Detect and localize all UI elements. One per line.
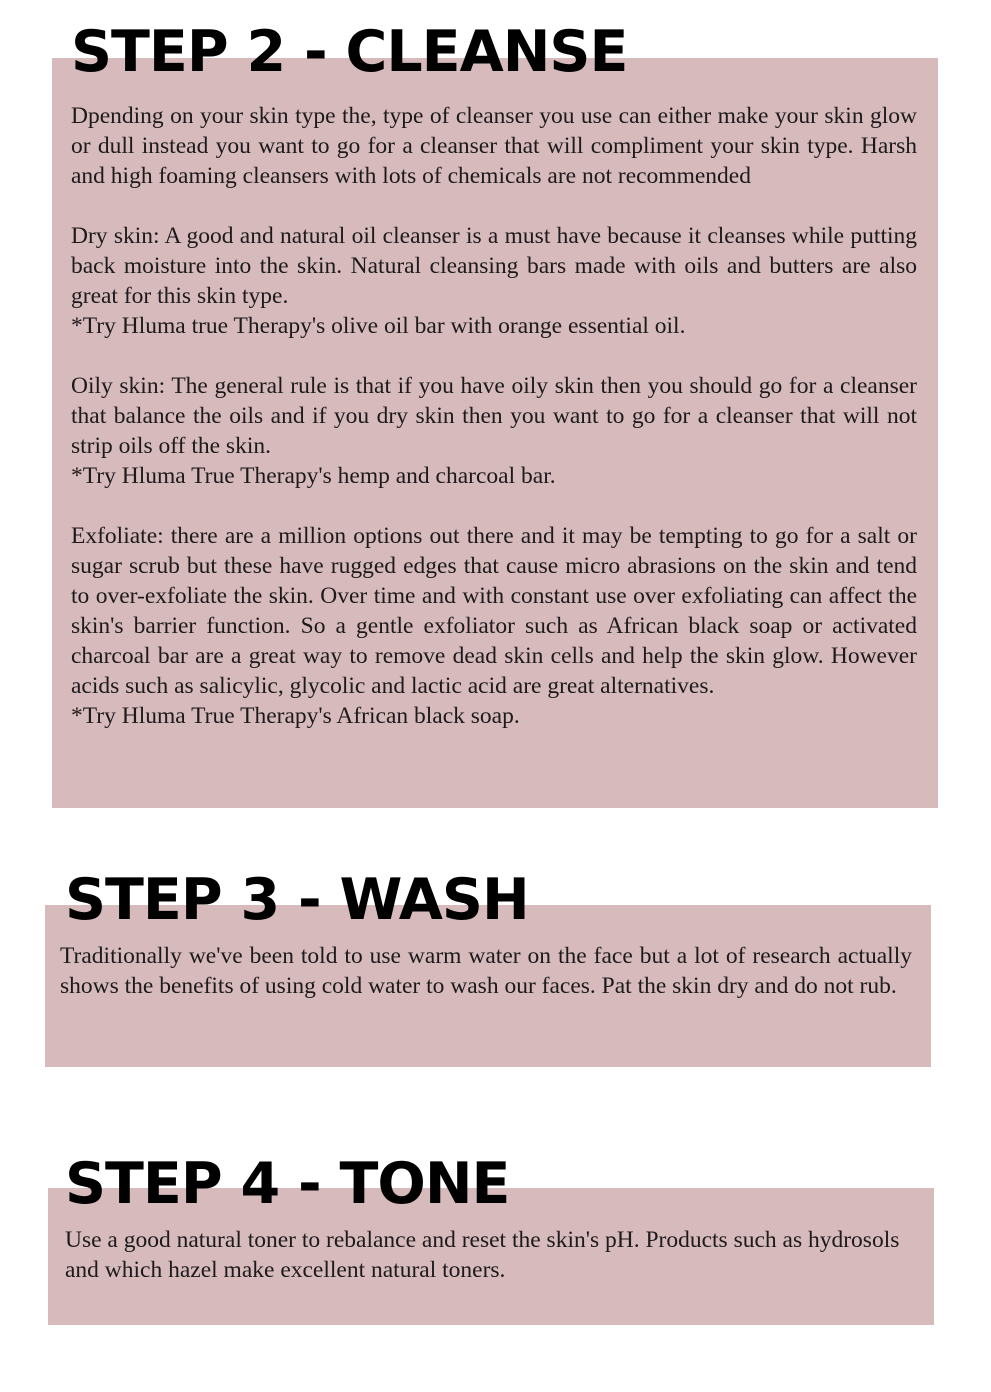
step4-text: Use a good natural toner to rebalance and reset the skin's pH. Products such as hydrosols and which hazel make excellent natural toners.	[65, 1227, 900, 1283]
step2-exfoliate-tip: *Try Hluma True Therapy's African black soap.	[71, 703, 520, 729]
step2-oily-skin-tip: *Try Hluma True Therapy's hemp and charcoal bar.	[71, 463, 556, 489]
step2-intro: Dpending on your skin type the, type of cleanser you use can either make your skin glow or dull instead you want to go for a cleanser that will compliment your skin type. Harsh and high foaming cleansers with lots of chemicals are not recommended	[71, 103, 917, 189]
step2-oily-skin: Oily skin: The general rule is that if you have oily skin then you should go for a cleanser that balance the oils and if you dry skin then you want to go for a cleanser that will not strip oils off the skin.	[71, 373, 917, 459]
step2-body	[71, 101, 917, 731]
step3-text: Traditionally we've been told to use warm water on the face but a lot of research actually shows the benefits of using cold water to wash our faces. Pat the skin dry and do not rub.	[60, 943, 912, 999]
step4-body	[65, 1225, 912, 1285]
step3-body	[60, 941, 912, 1001]
step4-heading: STEP 4 - TONE	[65, 1151, 510, 1217]
step3-heading: STEP 3 - WASH	[65, 867, 529, 933]
step2-heading: STEP 2 - CLEANSE	[71, 19, 628, 85]
step2-exfoliate: Exfoliate: there are a million options out there and it may be tempting to go for a salt or sugar scrub but these have rugged edges that cause micro abrasions on the skin and tend to over-exfoliate the skin. Over time and with constant use over exfoliating can affect the skin's barrier function. So a gentle exfoliator such as African black soap or activated charcoal bar are a great way to remove dead skin cells and help the skin glow. However acids such as salicylic, glycolic and lactic acid are great alternatives.	[71, 523, 917, 699]
step2-dry-skin-tip: *Try Hluma true Therapy's olive oil bar with orange essential oil.	[71, 313, 686, 339]
step2-dry-skin: Dry skin: A good and natural oil cleanser is a must have because it cleanses while putting back moisture into the skin. Natural cleansing bars made with oils and butters are also great for this skin type.	[71, 223, 917, 309]
